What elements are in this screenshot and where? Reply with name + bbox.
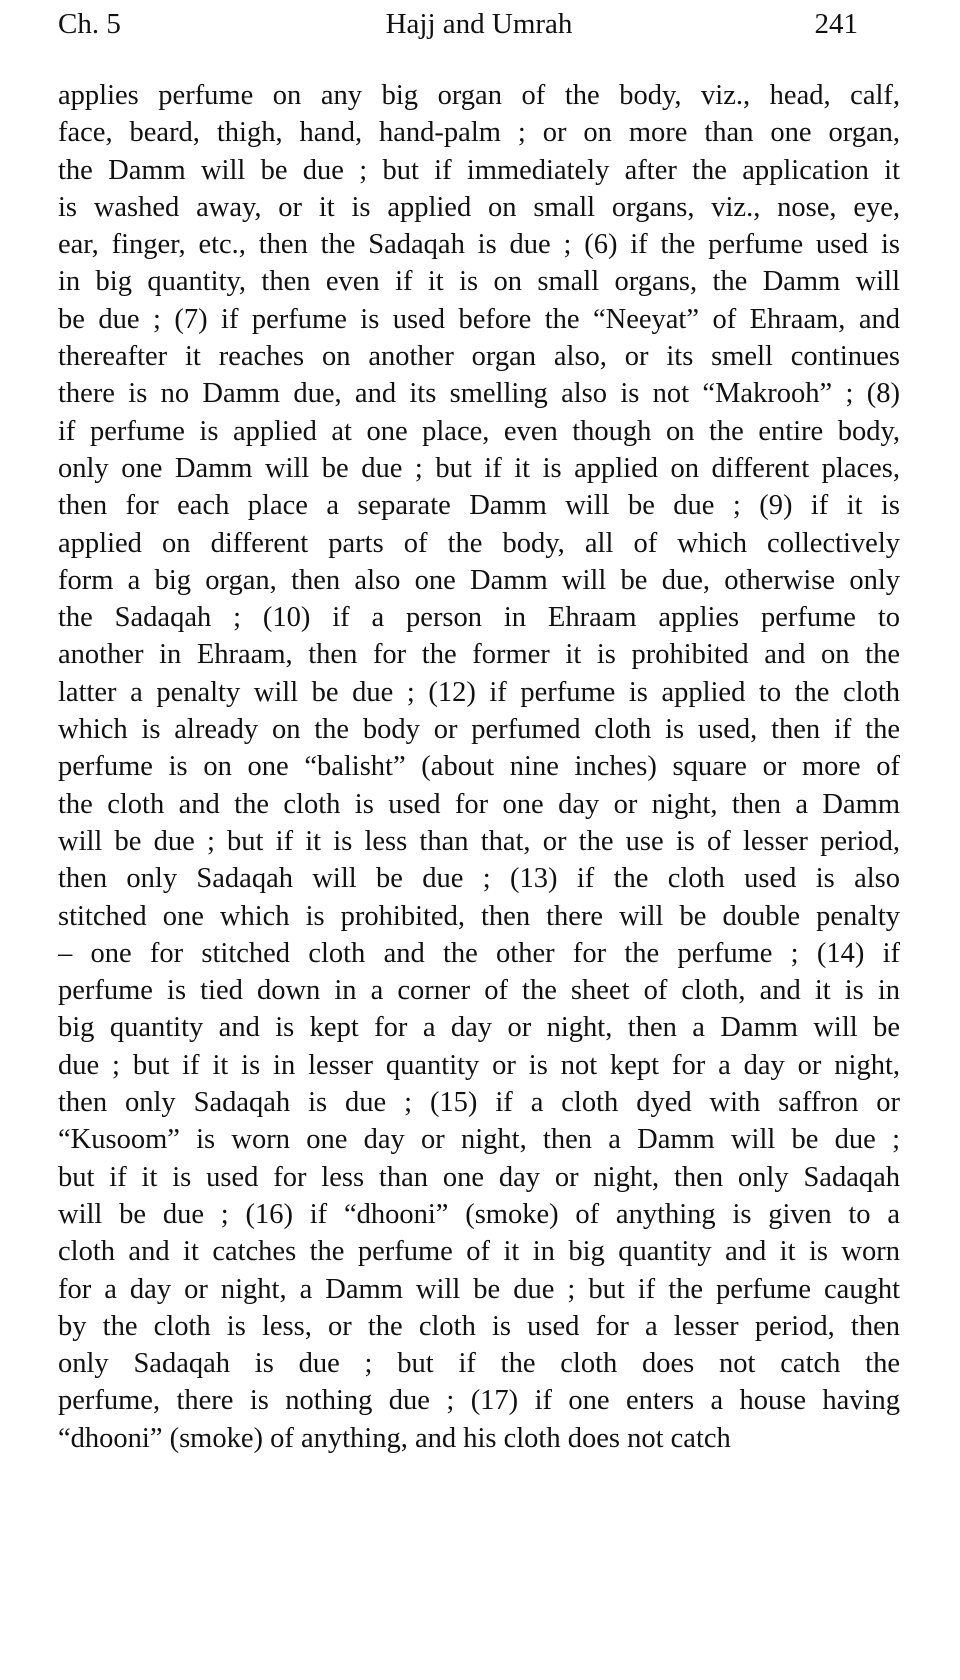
text-line: will be due ; (16) if “dhooni” (smoke) of anything is given to a: [58, 1198, 900, 1230]
text-line: perfume is tied down in a corner of the sheet of cloth, and it is in: [58, 975, 900, 1007]
text-line: is washed away, or it is applied on small organs, viz., nose, eye,: [58, 191, 900, 223]
text-line: only one Damm will be due ; but if it is applied on different places,: [58, 452, 900, 484]
text-line: but if it is used for less than one day or night, then only Sadaqah: [58, 1161, 900, 1193]
text-line: the Sadaqah ; (10) if a person in Ehraam applies perfume to: [58, 602, 900, 634]
text-line: then only Sadaqah will be due ; (13) if the cloth used is also: [58, 863, 900, 895]
text-line: applied on different parts of the body, all of which collectively: [58, 527, 900, 559]
text-line: there is no Damm due, and its smelling also is not “Makrooh” ; (8): [58, 378, 900, 410]
body-paragraph: [58, 77, 900, 1457]
text-line: face, beard, thigh, hand, hand-palm ; or on more than one organ,: [58, 117, 900, 149]
text-line: “Kusoom” is worn one day or night, then a Damm will be due ;: [58, 1124, 900, 1156]
text-line: then only Sadaqah is due ; (15) if a cloth dyed with saffron or: [58, 1087, 900, 1119]
chapter-label: Ch. 5: [58, 8, 121, 40]
text-line: which is already on the body or perfumed cloth is used, then if the: [58, 714, 900, 746]
text-line: perfume is on one “balisht” (about nine inches) square or more of: [58, 751, 900, 783]
text-line: big quantity and is kept for a day or night, then a Damm will be: [58, 1012, 900, 1044]
text-line: in big quantity, then even if it is on small organs, the Damm will: [58, 266, 900, 298]
text-line: the Damm will be due ; but if immediately after the application it: [58, 154, 900, 186]
text-line: will be due ; but if it is less than that, or the use is of lesser period,: [58, 825, 900, 857]
text-line: form a big organ, then also one Damm will be due, otherwise only: [58, 564, 900, 596]
text-line: if perfume is applied at one place, even though on the entire body,: [58, 415, 900, 447]
text-line: by the cloth is less, or the cloth is used for a lesser period, then: [58, 1310, 900, 1342]
text-line: cloth and it catches the perfume of it in big quantity and it is worn: [58, 1236, 900, 1268]
page-number: 241: [814, 8, 858, 40]
text-line: – one for stitched cloth and the other for the perfume ; (14) if: [58, 937, 900, 969]
running-title: Hajj and Umrah: [385, 8, 573, 40]
text-line: the cloth and the cloth is used for one day or night, then a Damm: [58, 788, 900, 820]
text-line: due ; but if it is in lesser quantity or is not kept for a day or night,: [58, 1049, 900, 1081]
text-line: “dhooni” (smoke) of anything, and his cloth does not catch: [58, 1422, 731, 1454]
text-line: latter a penalty will be due ; (12) if perfume is applied to the cloth: [58, 676, 900, 708]
text-line: for a day or night, a Damm will be due ; but if the perfume caught: [58, 1273, 900, 1305]
text-line: only Sadaqah is due ; but if the cloth does not catch the: [58, 1348, 900, 1380]
text-line: applies perfume on any big organ of the body, viz., head, calf,: [58, 80, 900, 111]
text-line: another in Ehraam, then for the former it is prohibited and on the: [58, 639, 900, 671]
text-line: then for each place a separate Damm will be due ; (9) if it is: [58, 490, 900, 522]
text-line: be due ; (7) if perfume is used before the “Neeyat” of Ehraam, and: [58, 303, 900, 335]
text-line: stitched one which is prohibited, then there will be double penalty: [58, 900, 900, 932]
text-line: ear, finger, etc., then the Sadaqah is due ; (6) if the perfume used is: [58, 229, 900, 261]
text-line: thereafter it reaches on another organ also, or its smell continues: [58, 341, 900, 373]
text-line: perfume, there is nothing due ; (17) if one enters a house having: [58, 1385, 900, 1417]
running-header: [58, 4, 900, 44]
